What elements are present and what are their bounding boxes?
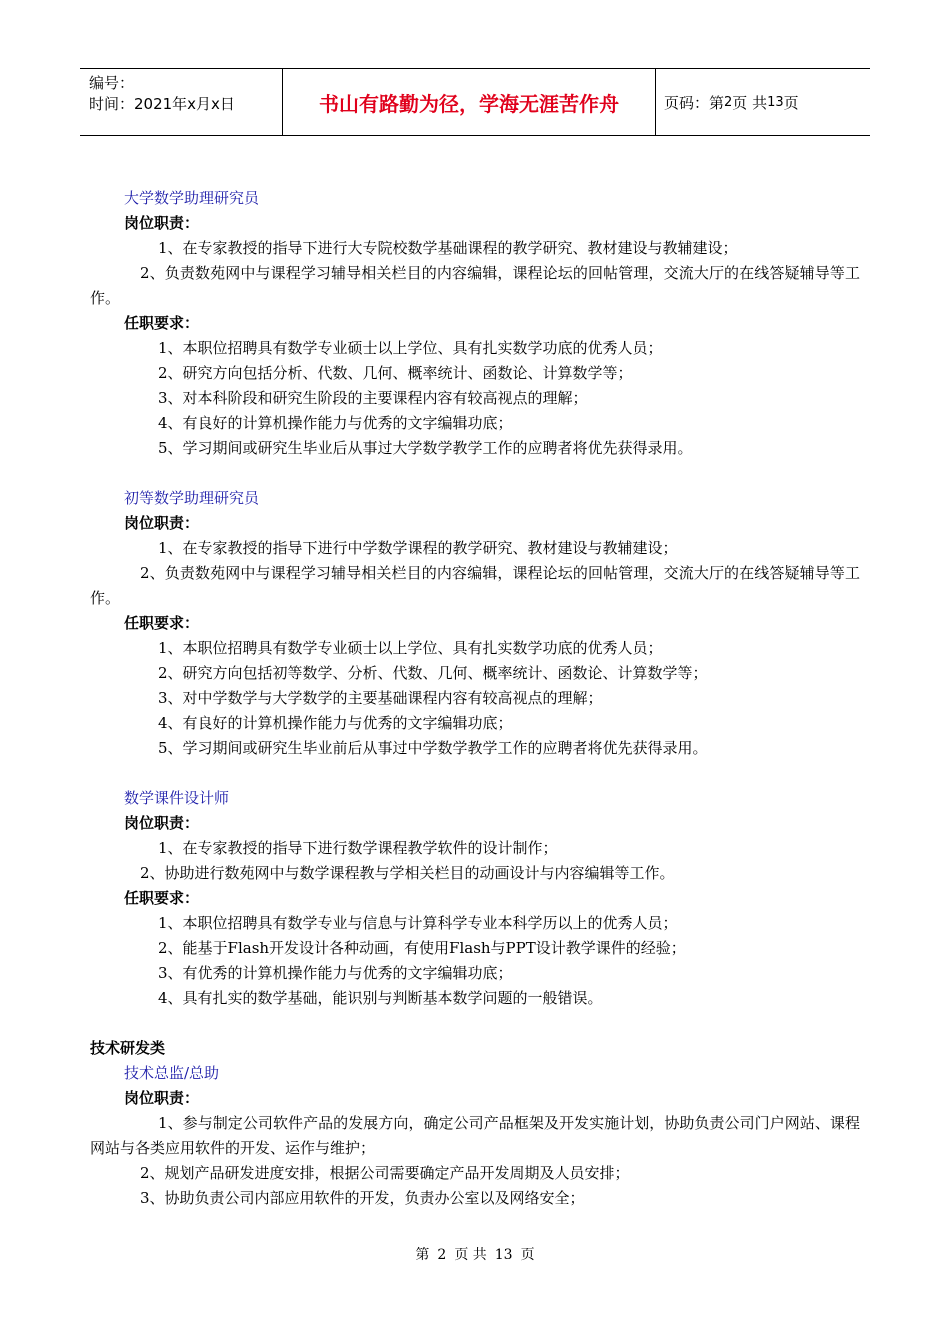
requirement-item: 3、对中学数学与大学数学的主要基础课程内容有较高视点的理解；	[158, 689, 603, 707]
duty-item: 1、在专家教授的指导下进行中学数学课程的教学研究、教材建设与教辅建设；	[158, 539, 678, 557]
footer-prefix: 第	[415, 1247, 430, 1263]
header-motto: 书山有路勤为径，学海无涯苦作舟	[282, 69, 656, 135]
section-gap	[90, 1011, 860, 1036]
requirement-item: 5、学习期间或研究生毕业后从事过大学数学教学工作的应聘者将优先获得录用。	[158, 439, 693, 457]
duty-item: 1、在专家教授的指导下进行大专院校数学基础课程的教学研究、教材建设与教辅建设；	[158, 239, 738, 257]
requirement-item: 2、能基于Flash开发设计各种动画，有使用Flash与PPT设计教学课件的经验；	[158, 939, 686, 957]
requirement-item: 4、有良好的计算机操作能力与优秀的文字编辑功底；	[158, 414, 513, 432]
duty-label: 岗位职责：	[124, 514, 200, 532]
section-gap	[90, 761, 860, 786]
section-gap	[90, 461, 860, 486]
page-footer	[0, 1244, 950, 1264]
job-title: 技术总监/总助	[124, 1064, 220, 1082]
category-heading: 技术研发类	[90, 1039, 166, 1057]
document-date: 时间：2021年x月x日	[89, 95, 235, 113]
requirement-item: 3、对本科阶段和研究生阶段的主要课程内容有较高视点的理解；	[158, 389, 588, 407]
requirement-item: 5、学习期间或研究生毕业前后从事过中学数学教学工作的应聘者将优先获得录用。	[158, 739, 708, 757]
requirement-label: 任职要求：	[124, 614, 200, 632]
duty-item: 2、负责数苑网中与课程学习辅导相关栏目的内容编辑，课程论坛的回帖管理，交流大厅的在线答疑辅导等工作。	[90, 564, 860, 607]
requirement-item: 2、研究方向包括分析、代数、几何、概率统计、函数论、计算数学等；	[158, 364, 633, 382]
requirement-item: 1、本职位招聘具有数学专业与信息与计算科学专业本科学历以上的优秀人员；	[158, 914, 678, 932]
duty-label: 岗位职责：	[124, 214, 200, 232]
header-page-suffix: 页	[783, 93, 799, 112]
duty-label: 岗位职责：	[124, 814, 200, 832]
footer-mid: 页 共	[454, 1247, 487, 1263]
header-meta	[80, 69, 282, 135]
requirement-item: 2、研究方向包括初等数学、分析、代数、几何、概率统计、函数论、计算数学等；	[158, 664, 708, 682]
header-page-mid: 页 共	[732, 93, 768, 112]
header-page-total: 13	[767, 94, 784, 110]
duty-item: 2、协助进行数苑网中与数学课程教与学相关栏目的动画设计与内容编辑等工作。	[140, 864, 675, 882]
header-page-number: 2	[724, 94, 733, 110]
requirement-item: 4、有良好的计算机操作能力与优秀的文字编辑功底；	[158, 714, 513, 732]
document-number-label: 编号：	[89, 74, 135, 92]
footer-suffix: 页	[520, 1247, 535, 1263]
duty-item: 1、在专家教授的指导下进行数学课程教学软件的设计制作；	[158, 839, 558, 857]
requirement-label: 任职要求：	[124, 314, 200, 332]
requirement-item: 1、本职位招聘具有数学专业硕士以上学位、具有扎实数学功底的优秀人员；	[158, 639, 663, 657]
duty-item: 2、负责数苑网中与课程学习辅导相关栏目的内容编辑，课程论坛的回帖管理，交流大厅的在线答疑辅导等工作。	[90, 264, 860, 307]
job-title: 大学数学助理研究员	[124, 189, 260, 207]
footer-page-total: 13	[494, 1247, 513, 1263]
requirement-item: 4、具有扎实的数学基础，能识别与判断基本数学问题的一般错误。	[158, 989, 603, 1007]
page-header	[80, 68, 870, 136]
duty-item: 2、规划产品研发进度安排，根据公司需要确定产品开发周期及人员安排；	[140, 1164, 630, 1182]
header-page-prefix: 页码：第	[664, 93, 725, 112]
duty-item: 1、参与制定公司软件产品的发展方向，确定公司产品框架及开发实施计划，协助负责公司门户网站、课程网站与各类应用软件的开发、运作与维护；	[90, 1114, 860, 1157]
document-body	[90, 186, 860, 1211]
requirement-item: 1、本职位招聘具有数学专业硕士以上学位、具有扎实数学功底的优秀人员；	[158, 339, 663, 357]
duty-label: 岗位职责：	[124, 1089, 200, 1107]
header-page-info	[656, 69, 870, 135]
footer-page-number: 2	[437, 1247, 447, 1263]
duty-item: 3、协助负责公司内部应用软件的开发，负责办公室以及网络安全；	[140, 1189, 585, 1207]
job-title: 数学课件设计师	[124, 789, 230, 807]
job-title: 初等数学助理研究员	[124, 489, 260, 507]
requirement-item: 3、有优秀的计算机操作能力与优秀的文字编辑功底；	[158, 964, 513, 982]
requirement-label: 任职要求：	[124, 889, 200, 907]
